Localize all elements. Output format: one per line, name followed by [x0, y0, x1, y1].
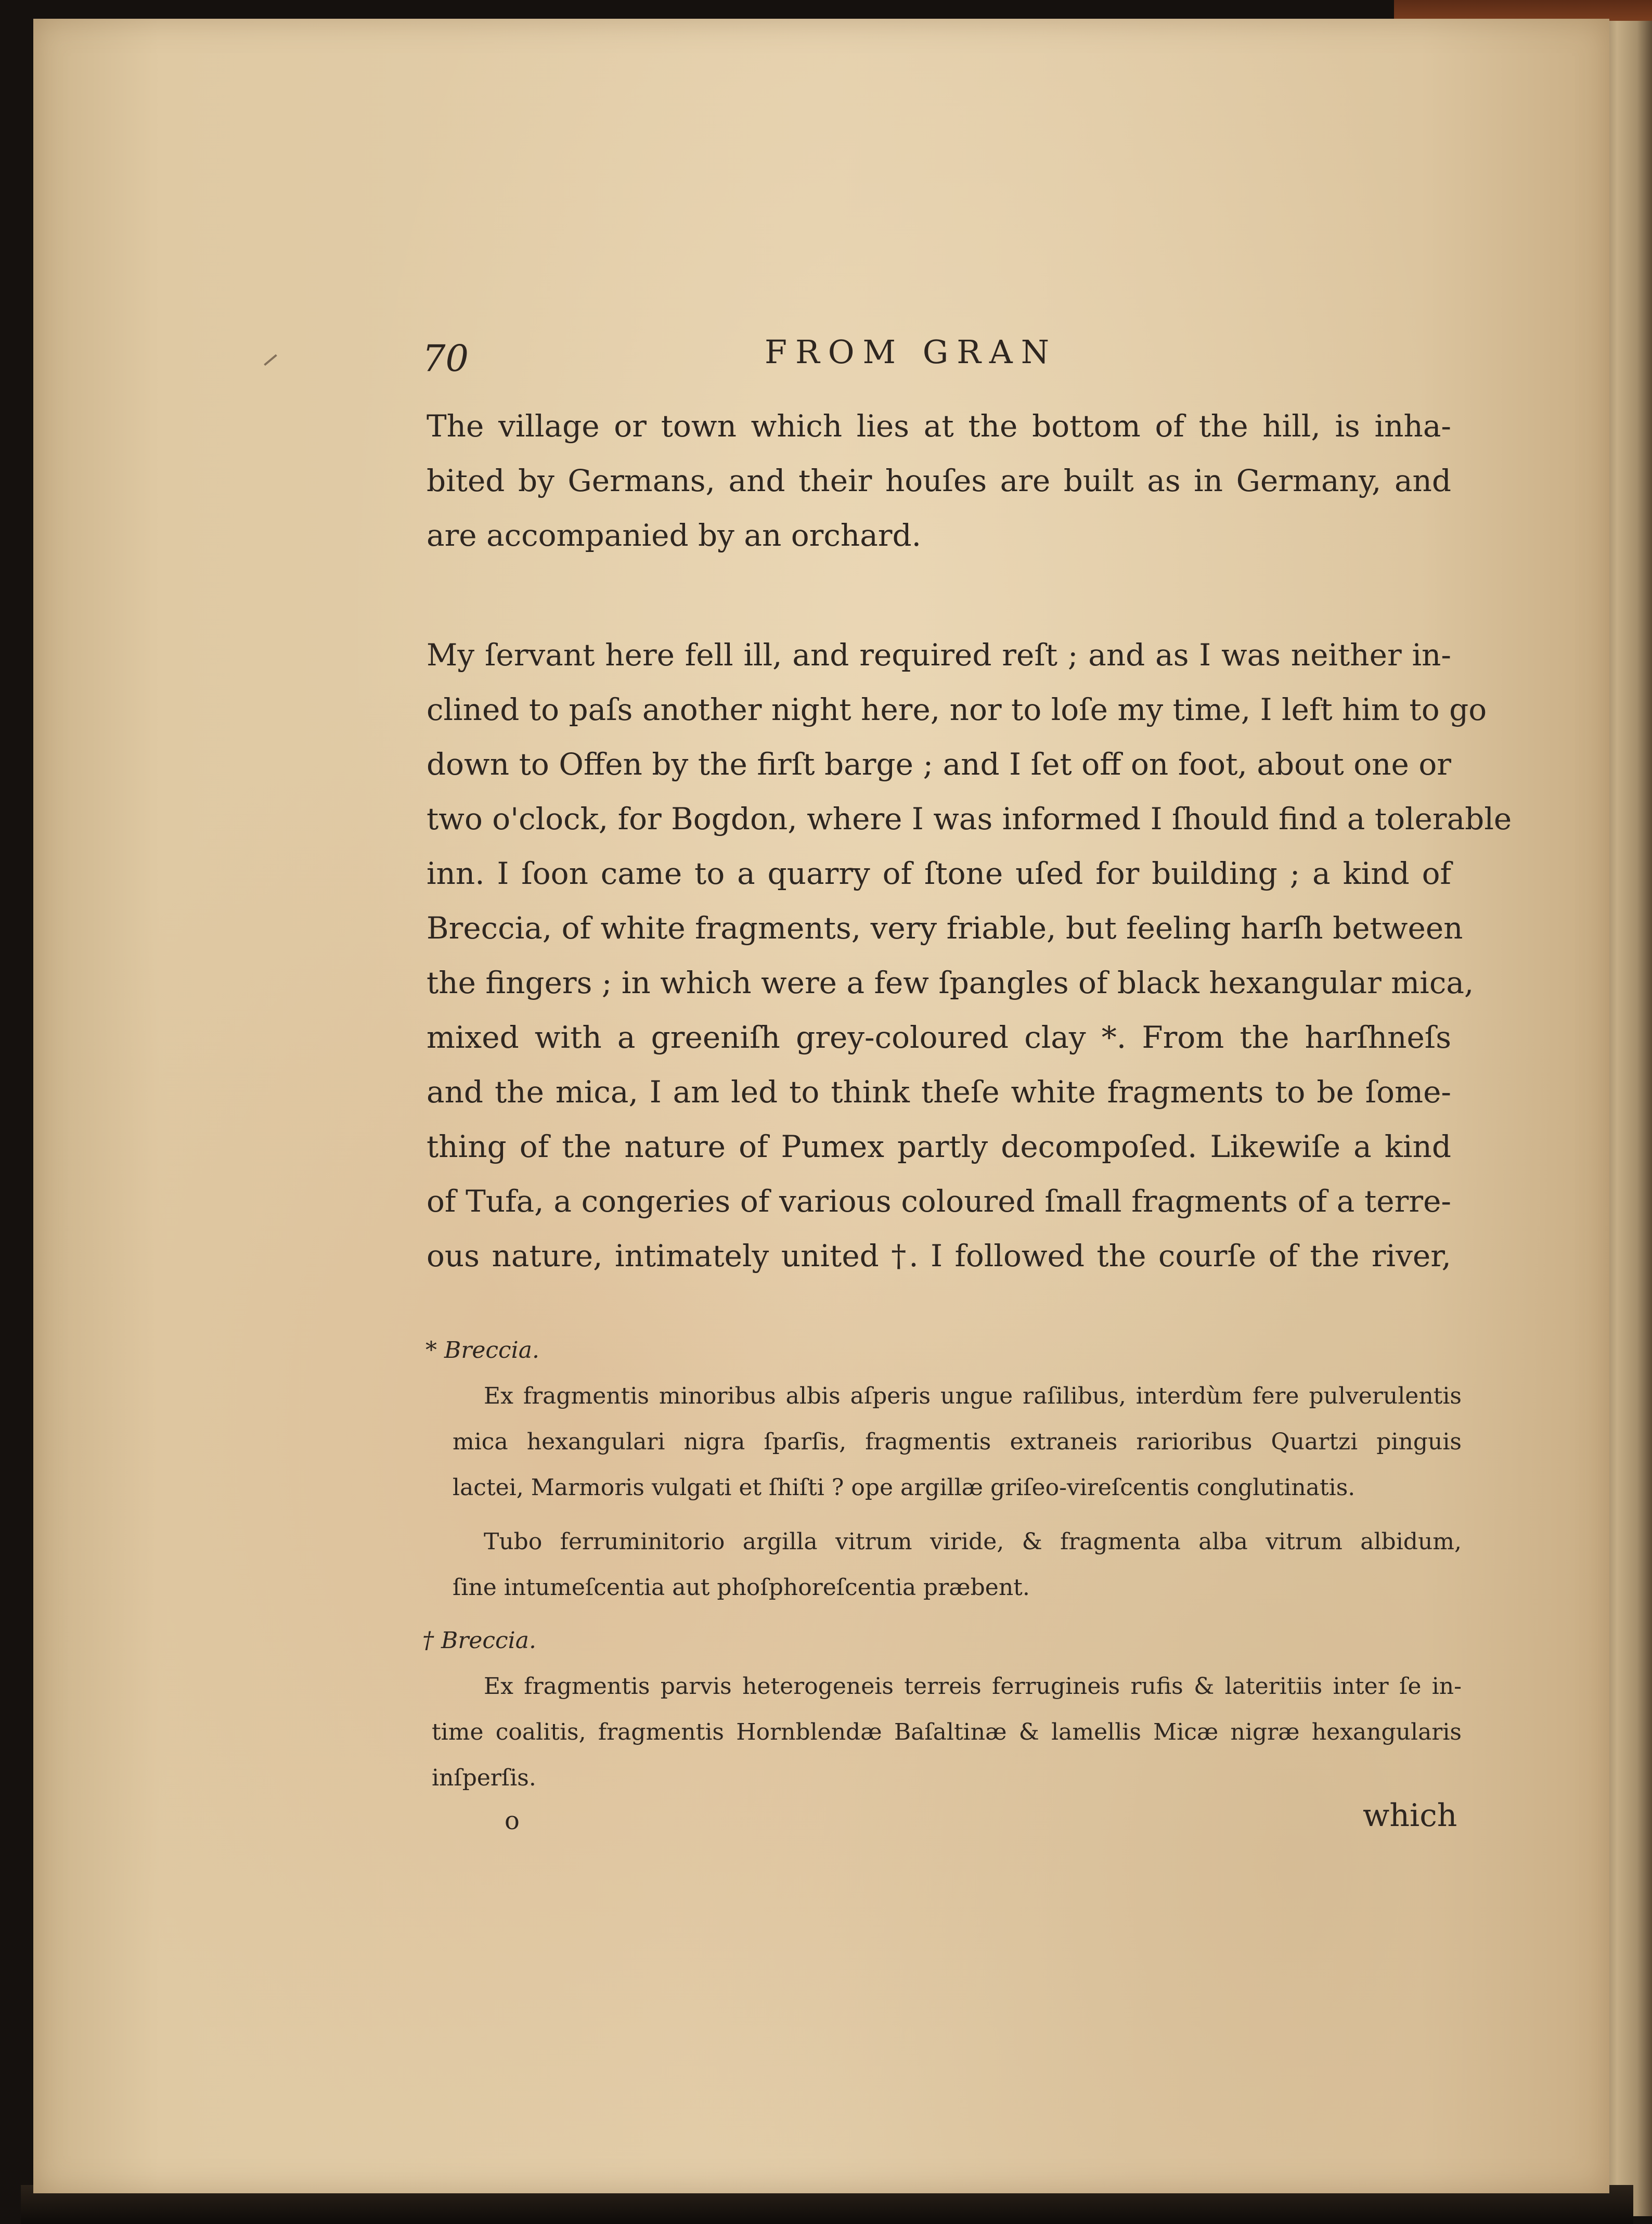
footnote-line: Ex fragmentis parvis heterogeneis terreis ferrugineis rufis & lateritiis inter ſe in- — [484, 1673, 1462, 1700]
body-line: mixed with a greeniſh grey-coloured clay *. From the harſhneſs — [427, 1020, 1451, 1055]
body-line: bited by Germans, and their houſes are built as in Germany, and — [427, 463, 1451, 498]
body-line: The village or town which lies at the bottom of the hill, is inha- — [427, 408, 1451, 444]
footnote-line: ſine intumeſcentia aut phoſphoreſcentia præbent. — [453, 1574, 1030, 1601]
running-title: FROM GRAN — [765, 333, 1057, 371]
body-line: the fingers ; in which were a few ſpangles of black hexangular mica, — [427, 965, 1474, 1000]
footnote-line: mica hexangulari nigra ſparſis, fragmentis extraneis rarioribus Quartzi pinguis — [453, 1429, 1462, 1455]
body-line: ous nature, intimately united †. I followed the courſe of the river, — [427, 1238, 1451, 1274]
next-page-edge — [1602, 21, 1652, 2216]
catchword: which — [1363, 1797, 1457, 1834]
page-number: 70 — [422, 337, 469, 380]
footnote-line: inſperſis. — [432, 1765, 536, 1791]
body-line: two o'clock, for Bogdon, where I was informed I ſhould find a tolerable — [427, 801, 1512, 837]
footnote-line: Tubo ferruminitorio argilla vitrum viride, & fragmenta alba vitrum albidum, — [484, 1528, 1462, 1555]
footnote-line: time coalitis, fragmentis Hornblendæ Baſaltinæ & lamellis Micæ nigræ hexangularis — [432, 1719, 1462, 1745]
footnote-line: lactei, Marmoris vulgati et ſhiſti ? ope argillæ griſeo-vireſcentis conglutinatis. — [453, 1474, 1356, 1501]
signature-mark: o — [505, 1806, 520, 1835]
body-line: My ſervant here fell ill, and required reſt ; and as I was neither in- — [427, 637, 1451, 673]
footnote-heading: † Breccia. — [422, 1627, 536, 1654]
footnote-heading: * Breccia. — [425, 1337, 539, 1364]
body-line: and the mica, I am led to think theſe white fragments to be ſome- — [427, 1074, 1451, 1110]
body-line: are accompanied by an orchard. — [427, 518, 922, 553]
body-line: clined to paſs another night here, nor to loſe my time, I left him to go — [427, 692, 1487, 727]
body-line: thing of the nature of Pumex partly decompoſed. Likewiſe a kind — [427, 1129, 1451, 1164]
body-line: Breccia, of white fragments, very friable, but feeling harſh between — [427, 910, 1463, 946]
footnote-line: Ex fragmentis minoribus albis aſperis ungue raſilibus, interdùm fere pulverulentis — [484, 1383, 1462, 1409]
body-line: of Tufa, a congeries of various coloured ſmall fragments of a terre- — [427, 1184, 1451, 1219]
body-line: down to Offen by the firſt barge ; and I ſet off on foot, about one or — [427, 747, 1451, 782]
body-line: inn. I ſoon came to a quarry of ſtone uſed for building ; a kind of — [427, 856, 1451, 891]
